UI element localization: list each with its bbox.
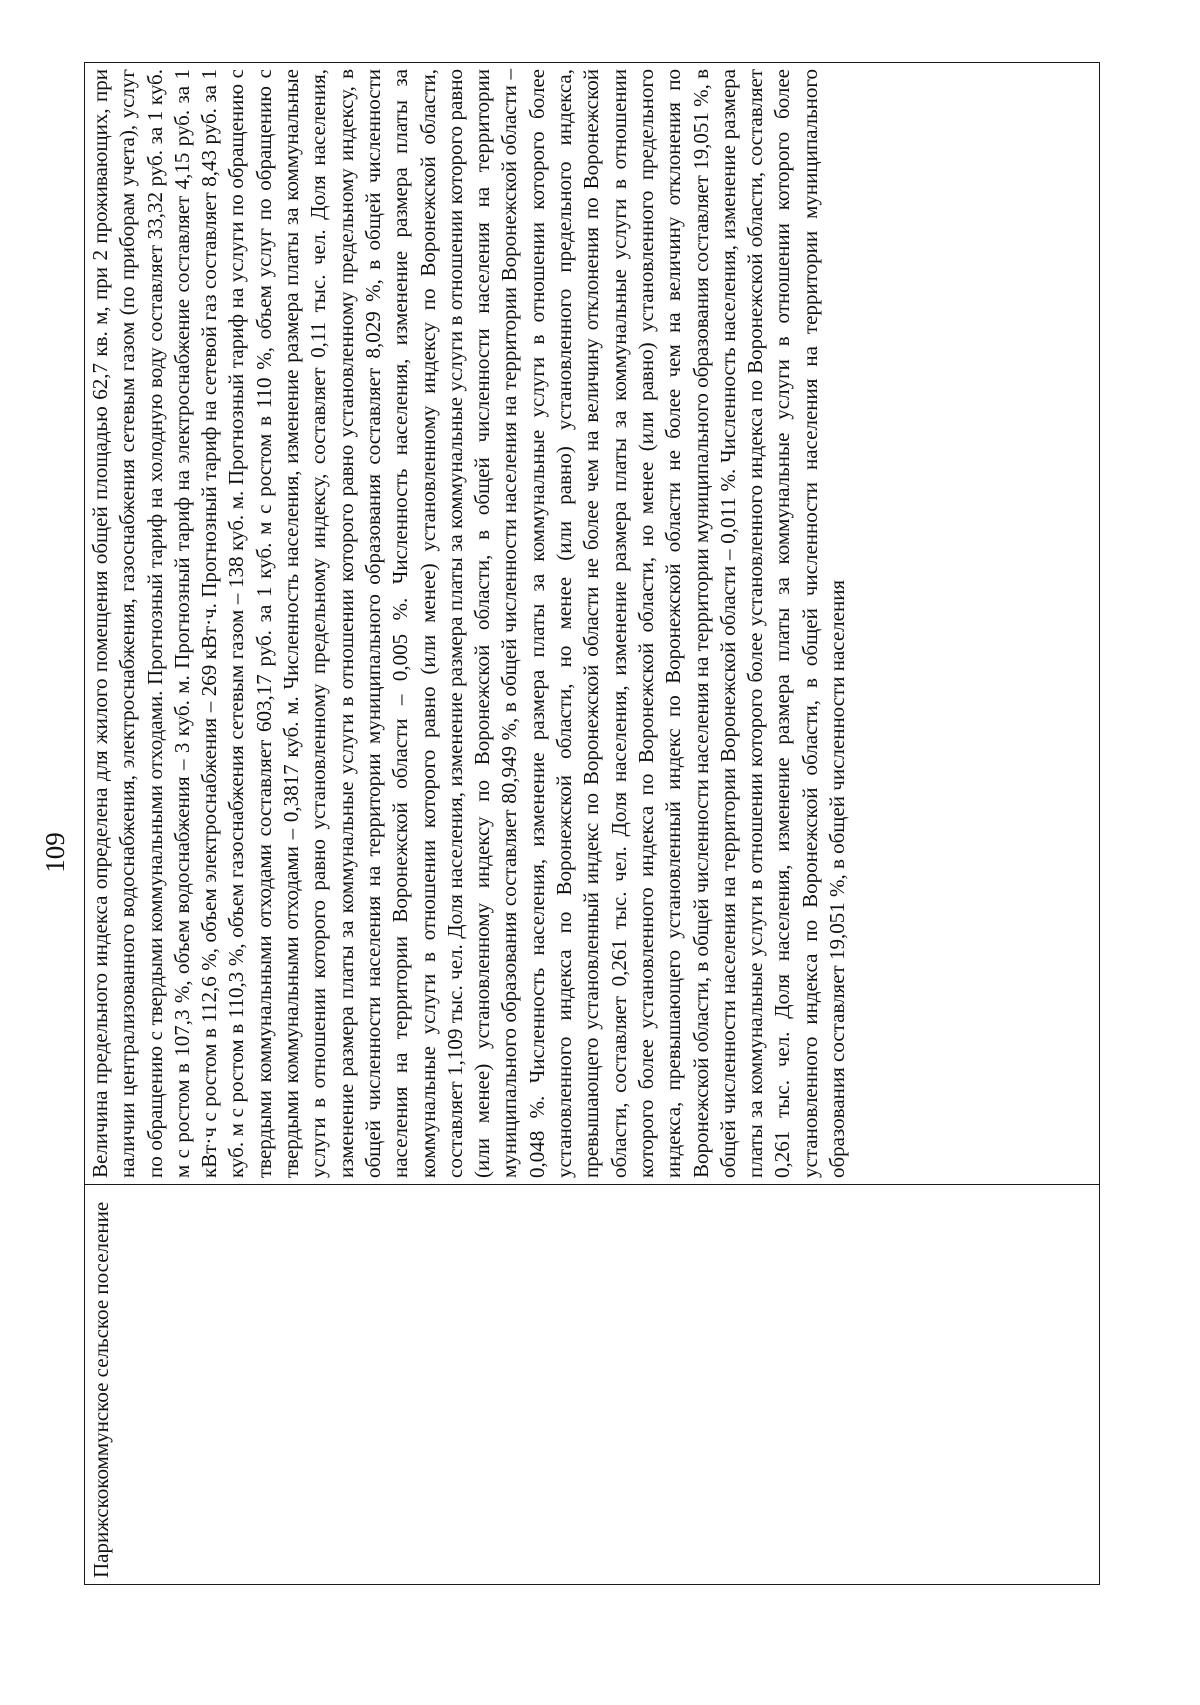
settlement-cell: [85, 1185, 1100, 1585]
table-row: [85, 63, 1100, 1585]
page-number: 109: [40, 832, 70, 873]
settlement-name: Парижскокоммунское сельское поселение: [89, 1201, 113, 1578]
index-table: [84, 62, 1100, 1585]
index-description: Величина предельного индекса определена для жилого помещения общей площадью 62,7 кв. м, при 2 проживающих, при наличии централизованного водоснабжения, электроснабжения, газоснабжения сетевым газом (по приборам учета), услуг по обращению с твердыми коммунальными отходами. Прогнозный тариф на холодную воду составляет 33,32 руб. за 1 куб. м с ростом в 107,3 %, объем водоснабжения – 3 куб. м. Прогнозный тариф на электроснабжение составляет 4,15 руб. за 1 кВт·ч с ростом в 112,6 %, объем электроснабжения – 269 кВт·ч. Прогнозный тариф на сетевой газ составляет 8,43 руб. за 1 куб. м с ростом в 110,3 %, объем газоснабжения сетевым газом – 138 куб. м. Прогнозный тариф на услуги по обращению с твердыми коммунальными отходами составляет 603,17 руб. за 1 куб. м с ростом в 110 %, объем услуг по обращению с твердыми коммунальными отходами – 0,3817 куб. м. Численность населения, изменение размера платы за коммунальные услуги в отношении которого равно установленному предельному индексу, составляет 0,11 тыс. чел. Доля населения, изменение размера платы за коммунальные услуги в отношении которого равно установленному предельному индексу, в общей численности населения на территории муниципального образования составляет 8,029 %, в общей численности населения на территории Воронежской области – 0,005 %. Численность населения, изменение размера платы за коммунальные услуги в отношении которого равно (или менее) установленному индексу по Воронежской области, составляет 1,109 тыс. чел. Доля населения, изменение размера платы за коммунальные услуги в отношении которого равно (или менее) установленному индексу по Воронежской области, в общей численности населения на территории муниципального образования составляет 80,949 %, в общей численности населения на территории Воронежской области – 0,048 %. Численность населения, изменение размера платы за коммунальные услуги в отношении которого более установленного индекса по Воронежской области, но менее (или равно) установленного предельного индекса, превышающего установленный индекс по Воронежской области не более чем на величину отклонения по Воронежской области, составляет 0,261 тыс. чел. Доля населения, изменение размера платы за коммунальные услуги в отношении которого более установленного индекса по Воронежской области, но менее (или равно) установленного предельного индекса, превышающего установленный индекс по Воронежской области не более чем на величину отклонения по Воронежской области, в общей численности населения на территории муниципального образования составляет 19,051 %, в общей численности населения на территории Воронежской области – 0,011 %. Численность населения, изменение размера платы за коммунальные услуги в отношении которого более установленного индекса по Воронежской области, составляет 0,261 тыс. чел. Доля населения, изменение размера платы за коммунальные услуги в отношении которого более установленного индекса по Воронежской области, в общей численности населения на территории муниципального образования составляет 19,051 %, в общей численности населения: [88, 69, 850, 1178]
description-cell: [85, 63, 1100, 1185]
